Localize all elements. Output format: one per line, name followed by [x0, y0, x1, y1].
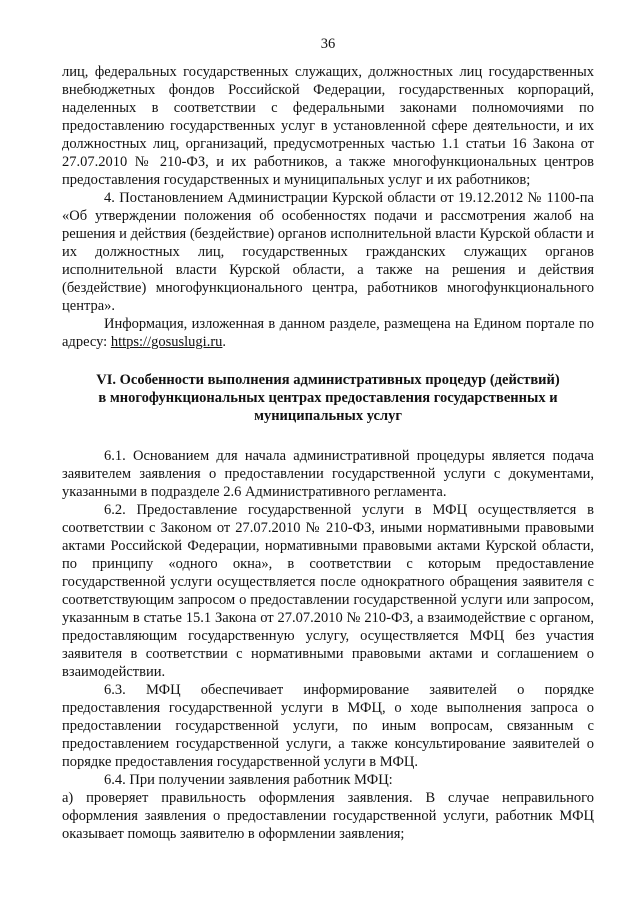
paragraph-6-1: 6.1. Основанием для начала административной процедуры является подача заявителем заявления о предоставлении государственной услуги с документами, указанными в подразделе 2.6 Административного регламента.: [62, 448, 594, 500]
paragraph-item-4: 4. Постановлением Администрации Курской области от 19.12.2012 № 1100-па «Об утверждении положения об особенностях подачи и рассмотрения жалоб на решения и действия (бездействие) органов исполнительной власти Курской области и их должностных лиц, государственных гражданских служащих органов исполнительной власти Курской области, а также на решения и действия (бездействие) многофункционального центра, работников многофункционального центра».: [62, 190, 594, 314]
paragraph-6-4-a: а) проверяет правильность оформления заявления. В случае неправильного оформления заявления о предоставлении государственной услуги, работник МФЦ оказывает помощь заявителю в оформлении заявления;: [62, 790, 594, 842]
section-heading: VI. Особенности выполнения административных процедур (действий) в многофункциональных центрах предоставления государственных и муниципальных услуг: [96, 372, 560, 424]
info-text: Информация, изложенная в данном разделе, размещена на Едином портале по адресу:: [62, 316, 594, 350]
paragraph-6-2: 6.2. Предоставление государственной услуги в МФЦ осуществляется в соответствии с Законом от 27.07.2010 № 210-ФЗ, иными нормативными правовыми актами Российской Федерации, нормативными правовыми актами Курской области, по принципу «одного окна», в соответствии с которым предоставление государственной услуги осуществляется после однократного обращения заявителя с соответствующим запросом о предоставлении государственной услуги или запросом, указанным в статье 15.1 Закона от 27.07.2010 № 210-ФЗ, а взаимодействие с органом, предоставляющим государственную услугу, осуществляется МФЦ без участия заявителя в соответствии с нормативными правовыми актами и соглашением о взаимодействии.: [62, 502, 594, 680]
paragraph-6-3: 6.3. МФЦ обеспечивает информирование заявителей о порядке предоставления государственной услуги в МФЦ, о ходе выполнения запроса о предоставлении государственной услуги, по иным вопросам, связанным с предоставлением государственной услуги, а также консультирование заявителей о порядке предоставления государственной услуги в МФЦ.: [62, 682, 594, 770]
paragraph-6-4: 6.4. При получении заявления работник МФЦ:: [104, 772, 393, 788]
paragraph-top: лиц, федеральных государственных служащих, должностных лиц государственных внебюджетных фондов Российской Федерации, государственных корпораций, наделенных в соответствии с федеральными законами полномочиями по предоставлению государственных услуг в установленной сфере деятельности, и их должностных лиц, организаций, предусмотренных частью 1.1 статьи 16 Закона от 27.07.2010 № 210-ФЗ, и их работников, а также многофункциональных центров предоставления государственных и муниципальных услуг и их работников;: [62, 64, 594, 188]
info-end: .: [222, 334, 227, 350]
page-number: 36: [320, 36, 336, 52]
gosuslugi-link[interactable]: https://gosuslugi.ru: [110, 334, 223, 350]
paragraph-info: [62, 315, 594, 351]
